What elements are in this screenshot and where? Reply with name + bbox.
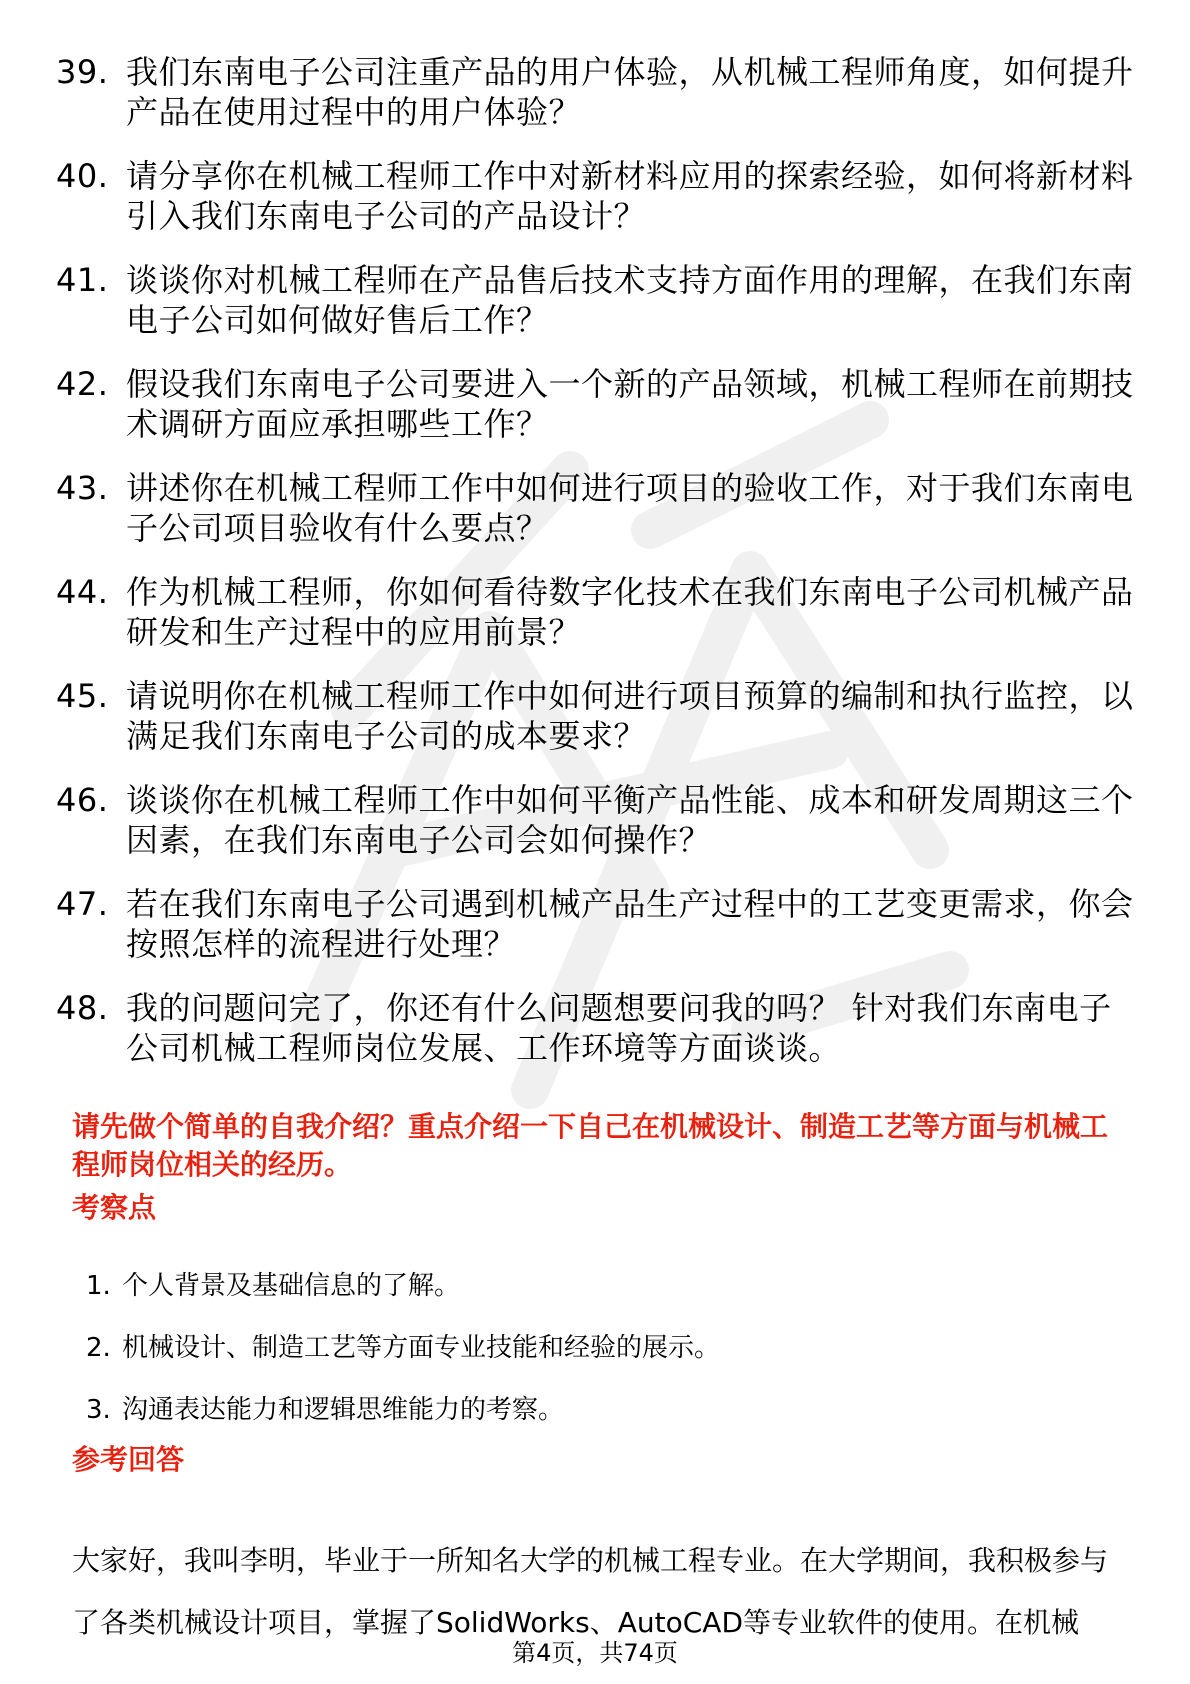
highlighted-question: 请先做个简单的自我介绍？重点介绍一下自己在机械设计、制造工艺等方面与机械工程师岗位相关的经历。	[72, 1110, 1109, 1181]
question-number: 46.	[56, 781, 109, 819]
question-number: 44.	[56, 573, 109, 611]
point-text: 沟通表达能力和逻辑思维能力的考察。	[122, 1395, 565, 1425]
question-text: 我们东南电子公司注重产品的用户体验，从机械工程师角度，如何提升产品在使用过程中的用户体验？	[126, 53, 1134, 131]
answer-title: 参考回答	[72, 1443, 185, 1476]
point-item	[72, 1392, 1072, 1428]
point-number: 2.	[86, 1333, 111, 1363]
point-number: 3.	[86, 1395, 111, 1425]
question-number: 48.	[56, 989, 109, 1027]
points-title: 考察点	[72, 1191, 157, 1224]
question-item	[56, 572, 1136, 652]
point-number: 1.	[86, 1271, 111, 1301]
point-text: 机械设计、制造工艺等方面专业技能和经验的展示。	[122, 1333, 721, 1363]
question-item	[56, 884, 1136, 964]
question-text: 请分享你在机械工程师工作中对新材料应用的探索经验，如何将新材料引入我们东南电子公司的产品设计？	[126, 157, 1134, 235]
question-number: 47.	[56, 885, 109, 923]
question-item	[56, 364, 1136, 444]
question-number: 43.	[56, 469, 109, 507]
question-number: 45.	[56, 677, 109, 715]
question-number: 40.	[56, 157, 109, 195]
question-text: 我的问题问完了，你还有什么问题想要问我的吗？ 针对我们东南电子公司机械工程师岗位发展、工作环境等方面谈谈。	[126, 989, 1112, 1067]
question-number: 39.	[56, 53, 109, 91]
question-item	[56, 780, 1136, 860]
question-text: 谈谈你在机械工程师工作中如何平衡产品性能、成本和研发周期这三个因素，在我们东南电子公司会如何操作？	[126, 781, 1134, 859]
question-item	[56, 52, 1136, 132]
question-item	[56, 156, 1136, 236]
question-item	[56, 260, 1136, 340]
question-text: 谈谈你对机械工程师在产品售后技术支持方面作用的理解，在我们东南电子公司如何做好售后工作？	[126, 261, 1134, 339]
question-number: 42.	[56, 365, 109, 403]
point-text: 个人背景及基础信息的了解。	[122, 1271, 461, 1301]
question-item	[56, 468, 1136, 548]
point-item	[72, 1268, 1072, 1304]
page-footer: 第4页，共74页	[512, 1639, 678, 1667]
question-number: 41.	[56, 261, 109, 299]
point-item	[72, 1330, 1072, 1366]
question-text: 作为机械工程师，你如何看待数字化技术在我们东南电子公司机械产品研发和生产过程中的应用前景？	[126, 573, 1134, 651]
question-text: 若在我们东南电子公司遇到机械产品生产过程中的工艺变更需求，你会按照怎样的流程进行处理？	[126, 885, 1134, 963]
question-text: 请说明你在机械工程师工作中如何进行项目预算的编制和执行监控，以满足我们东南电子公司的成本要求？	[126, 677, 1134, 755]
question-item	[56, 988, 1136, 1068]
answer-paragraph: 大家好，我叫李明，毕业于一所知名大学的机械工程专业。在大学期间，我积极参与了各类机械设计项目，掌握了SolidWorks、AutoCAD等专业软件的使用。在机械	[72, 1544, 1109, 1639]
question-text: 讲述你在机械工程师工作中如何进行项目的验收工作，对于我们东南电子公司项目验收有什么要点？	[126, 469, 1134, 547]
question-list	[56, 52, 1136, 1092]
points-list	[72, 1268, 1072, 1454]
question-text: 假设我们东南电子公司要进入一个新的产品领域，机械工程师在前期技术调研方面应承担哪些工作？	[126, 365, 1134, 443]
question-item	[56, 676, 1136, 756]
